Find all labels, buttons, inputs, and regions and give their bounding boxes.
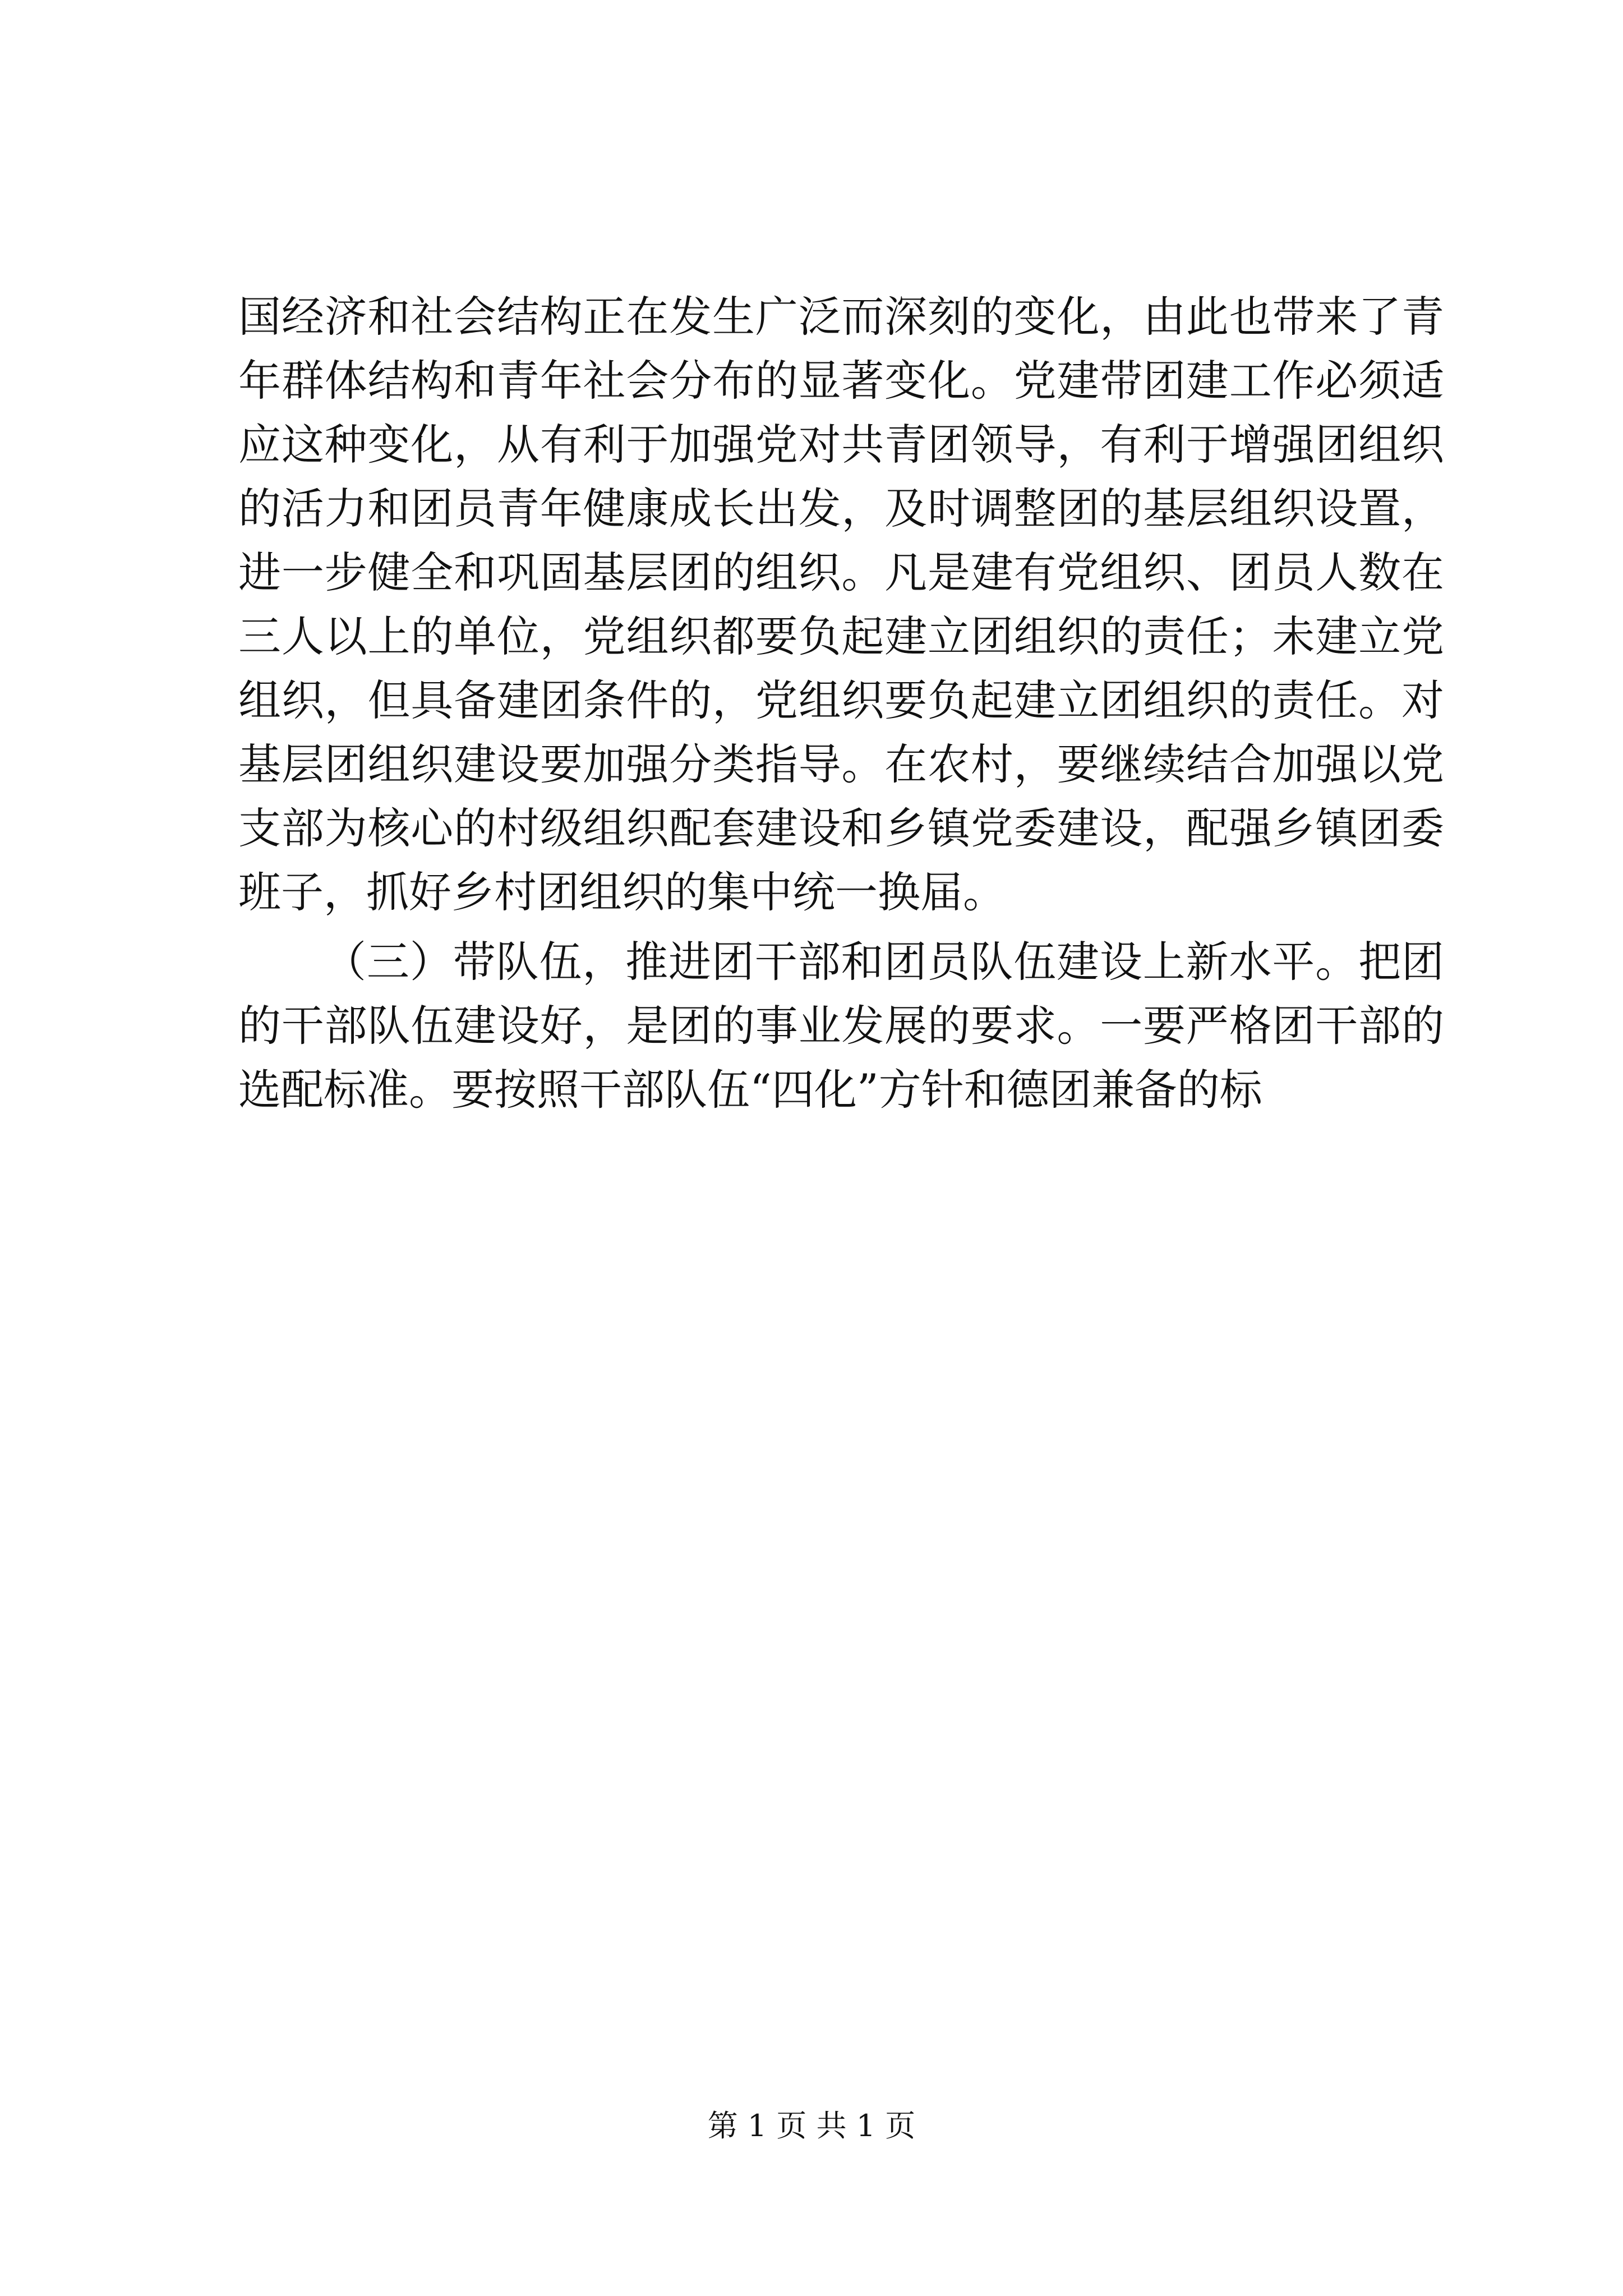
text-line: 年群体结构和青年社会分布的显著变化。党建带团建工作必须适: [238, 356, 1444, 406]
text-line: 班子，抓好乡村团组织的集中统一换届。: [238, 867, 1006, 917]
text-line: 进一步健全和巩固基层团的组织。凡是建有党组织、团员人数在: [238, 547, 1444, 597]
text-line: 支部为核心的村级组织配套建设和乡镇党委建设，配强乡镇团委: [238, 803, 1444, 853]
text-line: 国经济和社会结构正在发生广泛而深刻的变化，由此也带来了青: [238, 292, 1444, 342]
paragraph-spacer: [238, 924, 1444, 930]
text-line: 选配标准。要按照干部队伍“四化”方针和德团兼备的标: [238, 1065, 1262, 1115]
page-footer: [0, 2106, 1623, 2146]
paragraph: [238, 930, 1444, 1122]
text-line: （三）带队伍，推进团干部和团员队伍建设上新水平。把团: [324, 937, 1444, 987]
text-line: 的干部队伍建设好，是团的事业发展的要求。一要严格团干部的: [238, 1001, 1444, 1051]
paragraph: [238, 285, 1444, 924]
text-line: 的活力和团员青年健康成长出发，及时调整团的基层组织设置，: [238, 484, 1444, 533]
text-line: 三人以上的单位，党组织都要负起建立团组织的责任；未建立党: [238, 611, 1444, 661]
text-line: 应这种变化，从有利于加强党对共青团领导，有利于增强团组织: [238, 420, 1444, 470]
text-line: 基层团组织建设要加强分类指导。在农村，要继续结合加强以党: [238, 739, 1444, 789]
text-line: 组织，但具备建团条件的，党组织要负起建立团组织的责任。对: [238, 675, 1444, 725]
document-body: [238, 285, 1444, 1122]
page-number-label: 第 1 页 共 1 页: [707, 2108, 916, 2143]
